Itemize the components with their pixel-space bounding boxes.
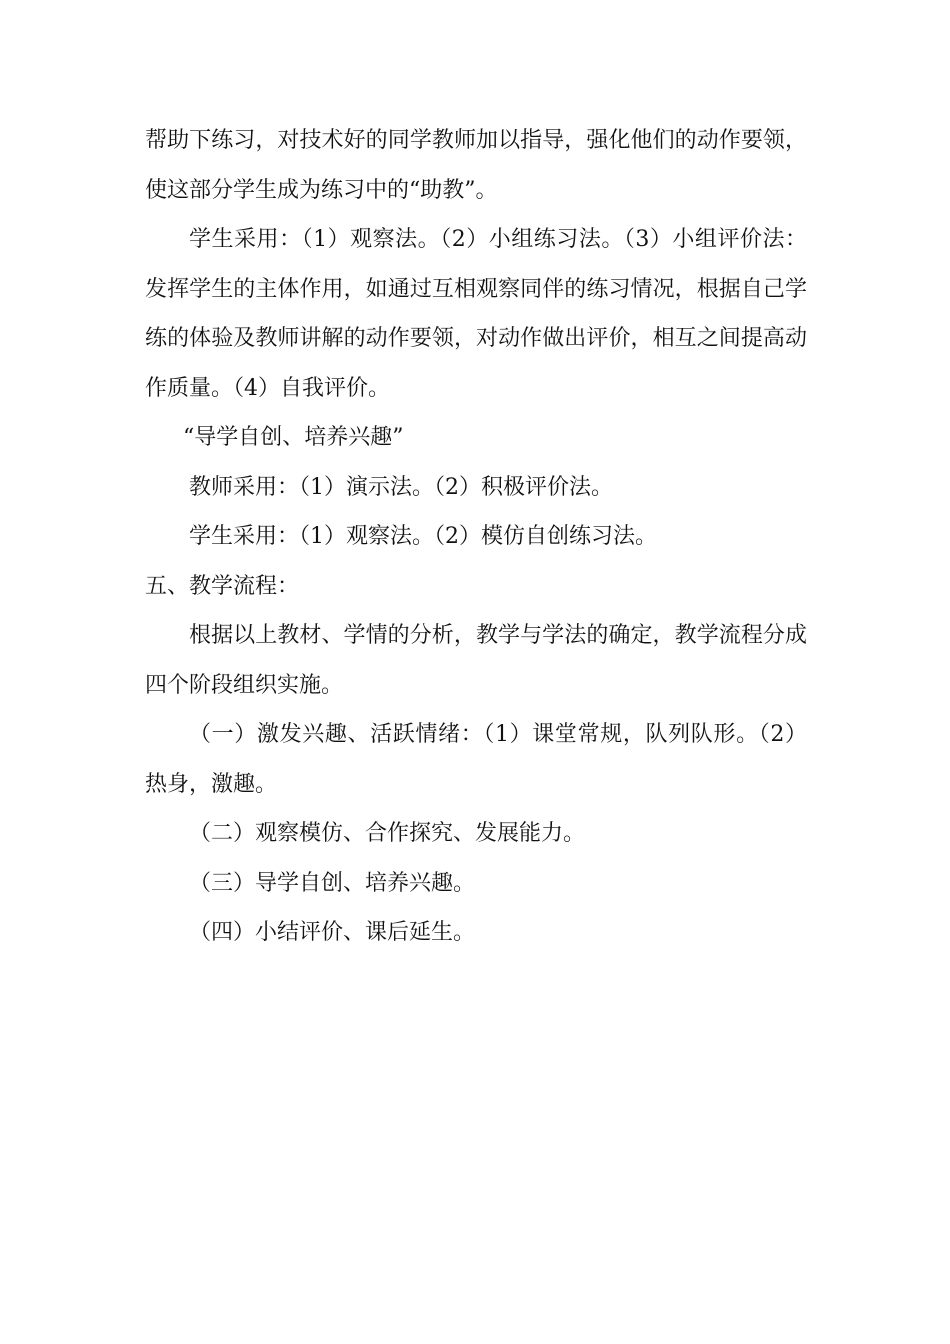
paragraph-process-intro: 根据以上教材、学情的分析，教学与学法的确定，教学流程分成四个阶段组织实施。 [145, 623, 807, 698]
list-item-stage-1: （一）激发兴趣、活跃情绪：（1）课堂常规，队列队形。（2）热身，激趣。 [145, 722, 807, 797]
paragraph-student-methods-2: 学生采用：（1）观察法。（2）模仿自创练习法。 [189, 524, 657, 549]
list-item-stage-3: （三）导学自创、培养兴趣。 [189, 870, 476, 896]
paragraph-teacher-methods: 教师采用：（1）演示法。（2）积极评价法。 [189, 474, 613, 500]
document-body [145, 116, 807, 958]
section-heading-teaching-process: 五、教学流程： [145, 573, 300, 599]
paragraph-continued-help: 帮助下练习，对技术好的同学教师加以指导，强化他们的动作要领，使这部分学生成为练习中的“助教”。 [145, 128, 807, 203]
list-item-stage-4: （四）小结评价、课后延生。 [189, 920, 476, 945]
list-item-stage-2: （二）观察模仿、合作探究、发展能力。 [189, 821, 586, 846]
paragraph-section-quote: “导学自创、培养兴趣” [183, 425, 404, 450]
paragraph-student-methods: 学生采用：（1）观察法。（2）小组练习法。（3）小组评价法：发挥学生的主体作用，如通过互相观察同伴的练习情况，根据自己学练的体验及教师讲解的动作要领，对动作做出评价，相互之间提高动作质量。（4）自我评价。 [145, 227, 807, 401]
